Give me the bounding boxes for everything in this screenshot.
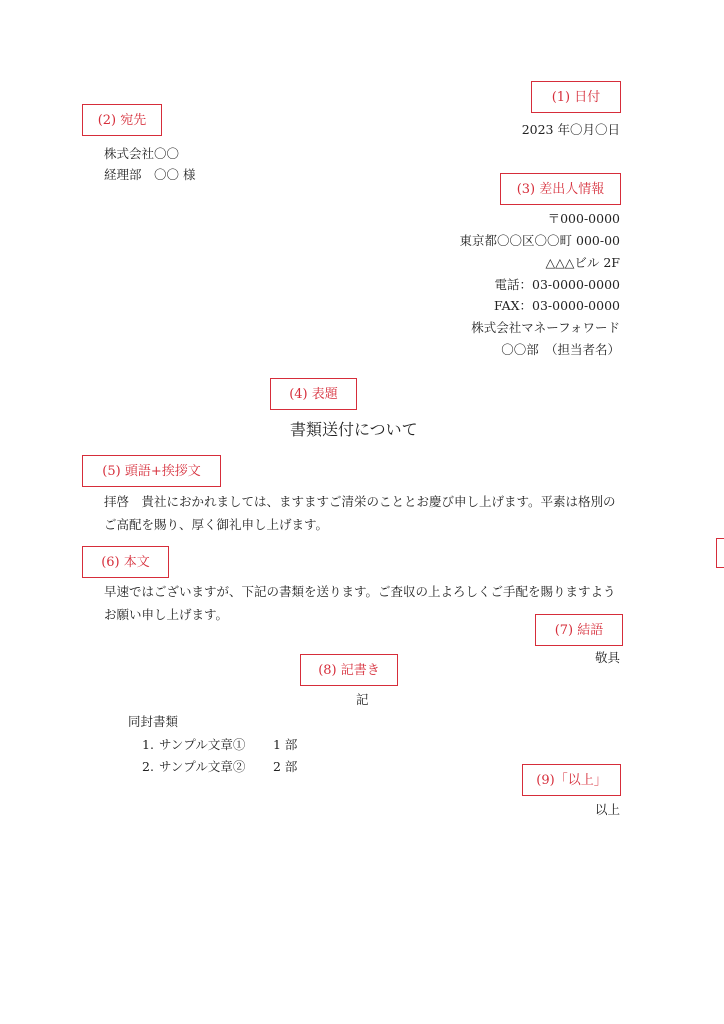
label-sender: (3) 差出人情報 (500, 173, 621, 205)
greeting-line-1: 拝啓 貴社におかれましては、ますますご清栄のこととお慶び申し上げます。平素は格別の (104, 494, 616, 509)
enclosure-item-name: サンプル文章② (159, 759, 246, 774)
label-notes: (8) 記書き (300, 654, 398, 686)
sender-phone: 電話：03-0000-0000 (494, 277, 620, 292)
sender-fax: FAX：03-0000-0000 (494, 298, 620, 313)
label-date: (1) 日付 (531, 81, 621, 113)
label-recipient: (2) 宛先 (82, 104, 162, 136)
enclosure-item-quantity: 2 部 (273, 759, 298, 774)
body-line-2: お願い申し上げます。 (104, 607, 229, 622)
sender-address1: 東京都〇〇区〇〇町 000-00 (459, 233, 620, 248)
subject-title: 書類送付について (290, 420, 418, 439)
notes-heading: 記 (356, 692, 369, 707)
date-text: 2023 年〇月〇日 (521, 122, 620, 137)
sender-postal: 〒000-0000 (547, 211, 620, 226)
closing-text: 敬具 (594, 650, 620, 665)
recipient-company: 株式会社〇〇 (104, 146, 180, 161)
label-subject: (4) 表題 (270, 378, 357, 410)
enclosure-item-number: 2. (142, 759, 154, 774)
enclosure-item-number: 1. (142, 737, 154, 752)
enclosure-title: 同封書類 (128, 714, 179, 729)
label-end: (9)「以上」 (522, 764, 621, 796)
label-body: (6) 本文 (82, 546, 169, 578)
sender-department: 〇〇部 （担当者名） (501, 342, 620, 357)
sender-company: 株式会社マネーフォワード (471, 320, 620, 335)
enclosure-item-quantity: 1 部 (273, 737, 298, 752)
sender-address2: △△△ビル 2F (545, 255, 620, 270)
enclosure-item-name: サンプル文章① (159, 737, 246, 752)
greeting-line-2: ご高配を賜り、厚く御礼申し上げます。 (104, 517, 329, 532)
end-text: 以上 (594, 802, 620, 817)
body-line-1: 早速ではございますが、下記の書類を送ります。ご査収の上よろしくご手配を賜りますよう (104, 584, 616, 599)
label-closing: (7) 結語 (535, 614, 623, 646)
recipient-person: 経理部 〇〇 様 (104, 167, 196, 182)
label-opening: (5) 頭語+挨拶文 (82, 455, 221, 487)
edge-label-box (716, 538, 724, 568)
